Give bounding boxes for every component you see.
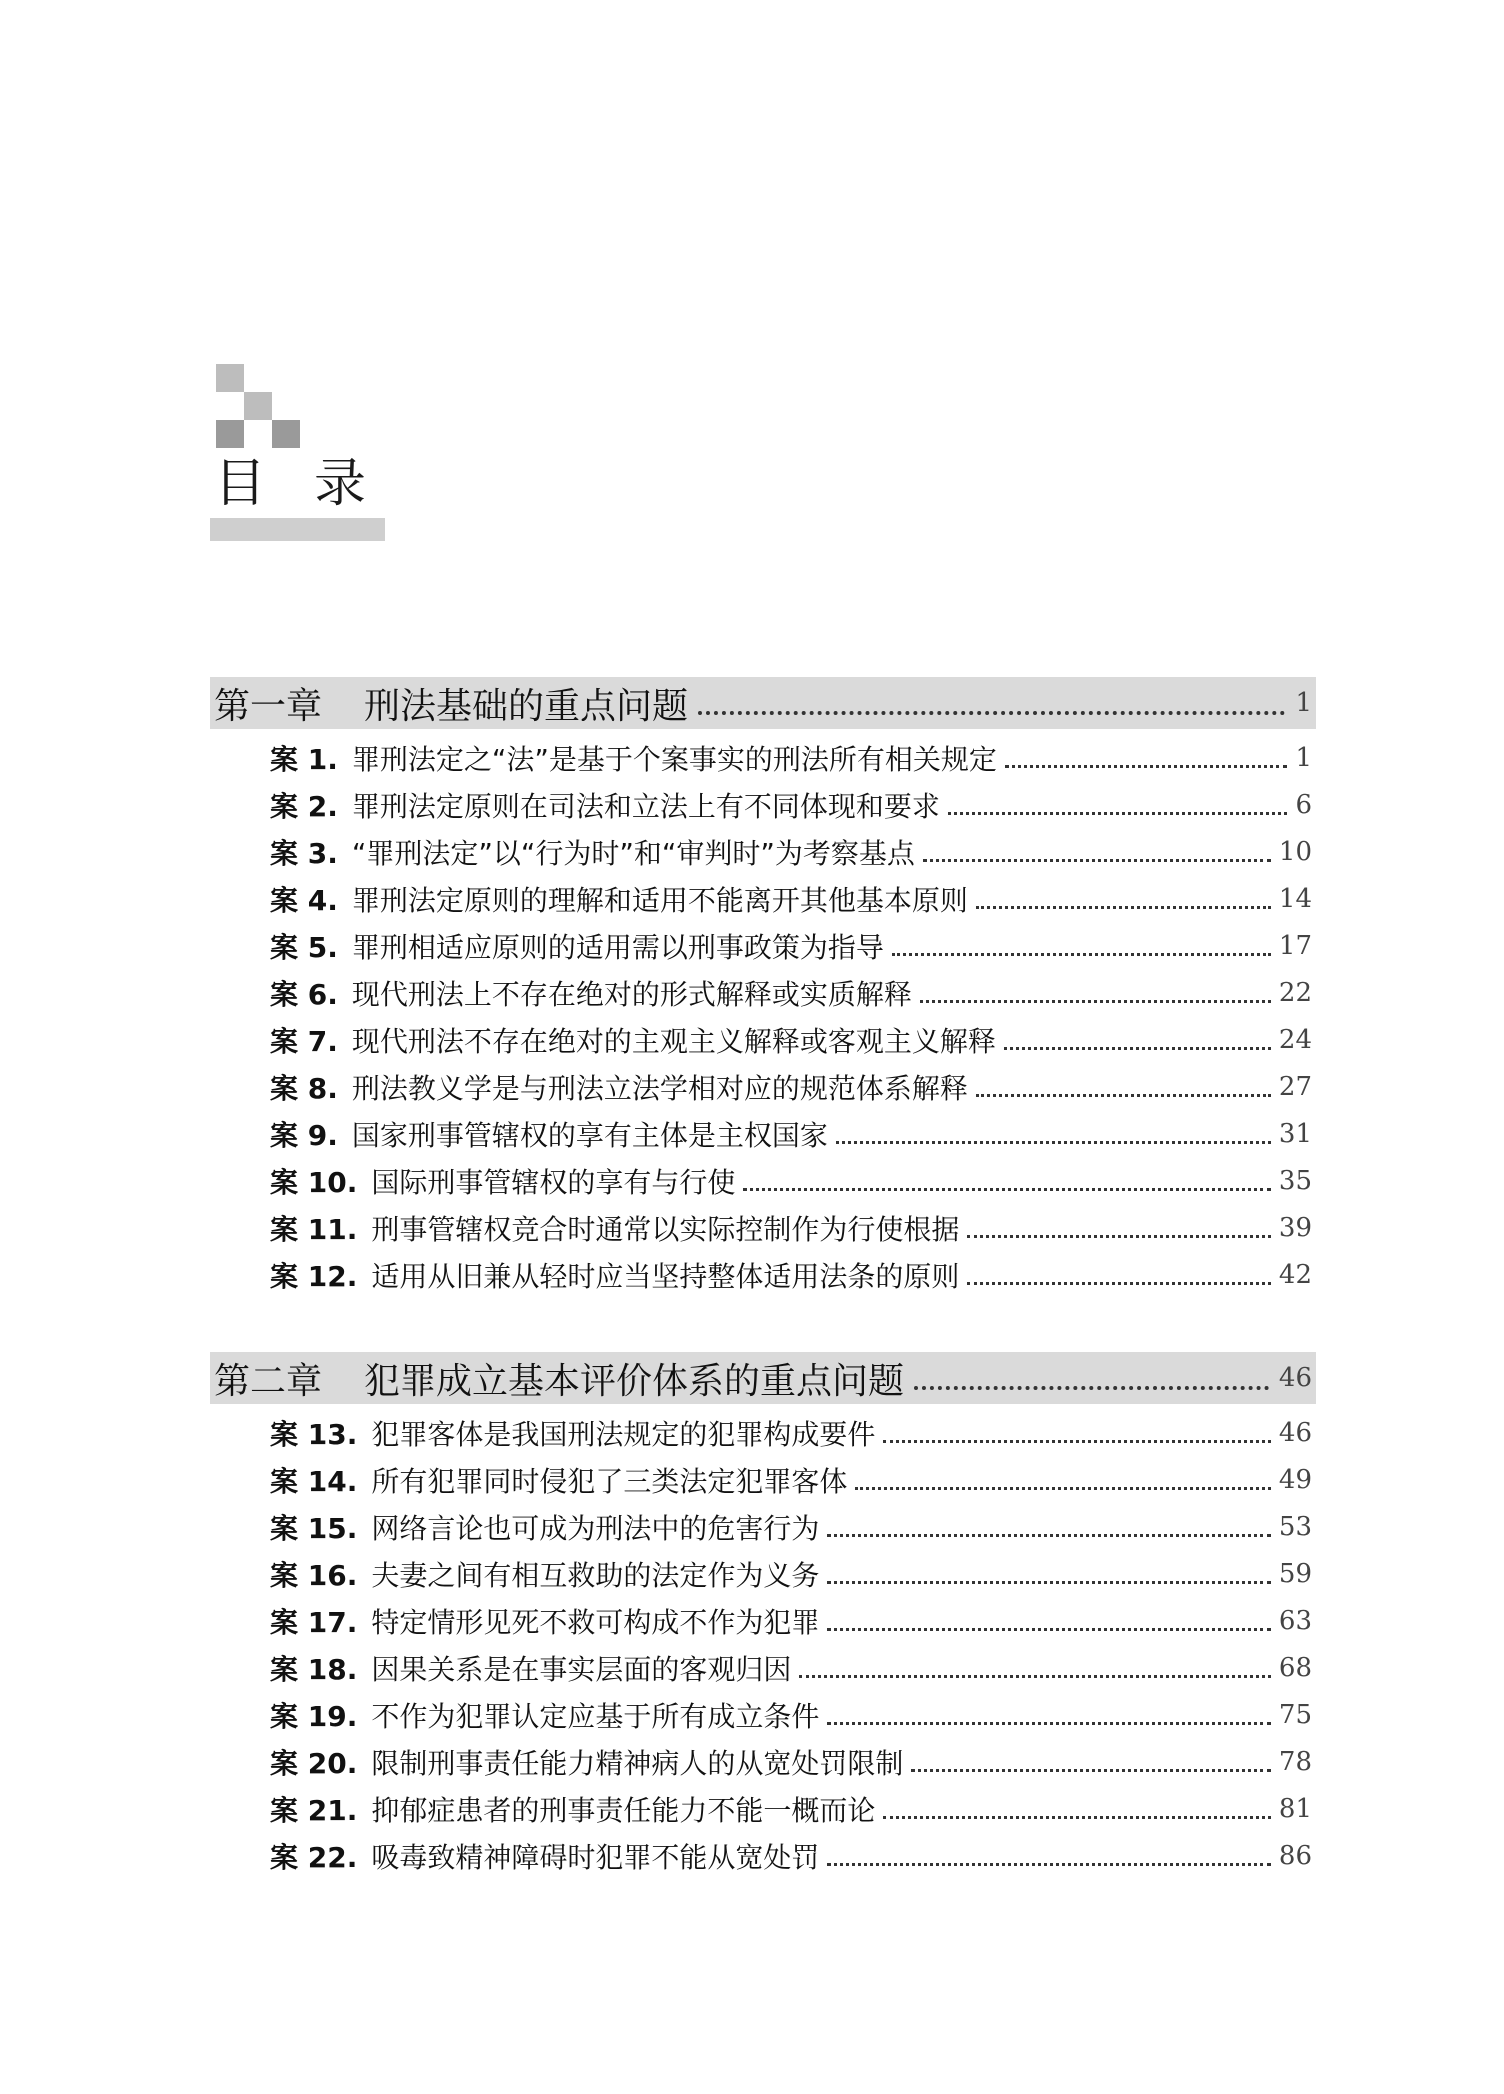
chapter-number: 第一章 [214,685,323,727]
case-page: 78 [1278,1747,1312,1777]
leader-dots [967,1235,1271,1238]
case-title: 限制刑事责任能力精神病人的从宽处罚限制 [371,1747,904,1780]
case-title: 现代刑法上不存在绝对的形式解释或实质解释 [351,978,912,1011]
case-title: 吸毒致精神障碍时犯罪不能从宽处罚 [371,1841,820,1874]
toc-entry[interactable] [270,1457,1316,1503]
toc-entry[interactable] [270,1598,1316,1644]
case-title: 特定情形见死不救可构成不作为犯罪 [371,1606,820,1639]
leader-dots [1005,765,1288,768]
chapter-title: 犯罪成立基本评价体系的重点问题 [364,1360,905,1402]
toc-entry[interactable] [270,1786,1316,1832]
toc-entry[interactable] [270,1692,1316,1738]
case-title: 国际刑事管辖权的享有与行使 [371,1166,736,1199]
toc-entry[interactable] [270,1551,1316,1597]
case-page: 27 [1278,1072,1312,1102]
case-page: 81 [1278,1794,1312,1824]
toc-entry[interactable] [270,876,1316,922]
leader-dots [855,1487,1271,1490]
leader-dots [799,1675,1271,1678]
toc-entry[interactable] [270,1739,1316,1785]
case-number: 案 6. [270,978,338,1011]
leader-dots [883,1440,1271,1443]
leader-dots [923,859,1271,862]
case-page: 22 [1278,978,1312,1008]
leader-dots [976,906,1271,909]
case-page: 17 [1278,931,1312,961]
toc-entry[interactable] [270,1205,1316,1251]
case-number: 案 19. [270,1700,358,1733]
chapter-number: 第二章 [214,1360,323,1402]
toc-title: 目录 [214,454,415,514]
case-title: 犯罪客体是我国刑法规定的犯罪构成要件 [371,1418,876,1451]
leader-dots [892,953,1271,956]
case-number: 案 16. [270,1559,358,1592]
case-page: 63 [1278,1606,1312,1636]
leader-dots [914,1386,1269,1390]
case-number: 案 14. [270,1465,358,1498]
toc-entry[interactable] [270,1111,1316,1157]
case-title: 因果关系是在事实层面的客观归因 [371,1653,792,1686]
case-page: 14 [1278,884,1312,914]
toc-entry[interactable] [270,1833,1316,1879]
case-number: 案 5. [270,931,338,964]
toc-entry[interactable] [270,1504,1316,1550]
case-page: 35 [1278,1166,1312,1196]
toc-logo [216,364,300,448]
case-number: 案 11. [270,1213,358,1246]
title-underline-bar [210,518,385,541]
case-title: 刑事管辖权竞合时通常以实际控制作为行使根据 [371,1213,960,1246]
toc-entry[interactable] [270,923,1316,969]
case-title: 罪刑法定原则的理解和适用不能离开其他基本原则 [351,884,968,917]
case-number: 案 12. [270,1260,358,1293]
case-number: 案 4. [270,884,338,917]
case-page: 24 [1278,1025,1312,1055]
case-title: “罪刑法定”以“行为时”和“审判时”为考察基点 [351,837,915,870]
case-title: 不作为犯罪认定应基于所有成立条件 [371,1700,820,1733]
leader-dots [827,1722,1271,1725]
toc-entry[interactable] [270,1064,1316,1110]
case-number: 案 15. [270,1512,358,1545]
case-title: 夫妻之间有相互救助的法定作为义务 [371,1559,820,1592]
leader-dots [911,1769,1271,1772]
case-title: 罪刑法定之“法”是基于个案事实的刑法所有相关规定 [351,743,997,776]
leader-dots [948,812,1288,815]
case-page: 75 [1278,1700,1312,1730]
leader-dots [836,1141,1271,1144]
case-number: 案 1. [270,743,338,776]
case-title: 罪刑法定原则在司法和立法上有不同体现和要求 [351,790,940,823]
case-page: 49 [1278,1465,1312,1495]
case-title: 刑法教义学是与刑法立法学相对应的规范体系解释 [351,1072,968,1105]
leader-dots [967,1282,1271,1285]
case-number: 案 8. [270,1072,338,1105]
case-number: 案 13. [270,1418,358,1451]
case-number: 案 7. [270,1025,338,1058]
chapter-page: 1 [1295,688,1312,718]
leader-dots [920,1000,1271,1003]
case-page: 42 [1278,1260,1312,1290]
toc-entry[interactable] [270,1645,1316,1691]
leader-dots [827,1863,1271,1866]
chapter-heading-2[interactable] [210,1352,1316,1404]
leader-dots [883,1816,1271,1819]
case-number: 案 3. [270,837,338,870]
case-number: 案 22. [270,1841,358,1874]
leader-dots [743,1188,1271,1191]
case-page: 86 [1278,1841,1312,1871]
case-number: 案 9. [270,1119,338,1152]
case-page: 59 [1278,1559,1312,1589]
case-title: 网络言论也可成为刑法中的危害行为 [371,1512,820,1545]
case-page: 10 [1278,837,1312,867]
case-title: 适用从旧兼从轻时应当坚持整体适用法条的原则 [371,1260,960,1293]
case-number: 案 20. [270,1747,358,1780]
case-page: 6 [1295,790,1312,820]
toc-entry[interactable] [270,1017,1316,1063]
toc-entry[interactable] [270,970,1316,1016]
case-number: 案 10. [270,1166,358,1199]
toc-entry[interactable] [270,735,1316,781]
leader-dots [698,711,1285,715]
leader-dots [976,1094,1271,1097]
case-page: 46 [1278,1418,1312,1448]
case-page: 1 [1295,743,1312,773]
case-title: 罪刑相适应原则的适用需以刑事政策为指导 [351,931,884,964]
toc-entry[interactable] [270,1252,1316,1298]
toc-entry[interactable] [270,782,1316,828]
case-page: 53 [1278,1512,1312,1542]
case-page: 39 [1278,1213,1312,1243]
case-title: 国家刑事管辖权的享有主体是主权国家 [351,1119,828,1152]
case-number: 案 17. [270,1606,358,1639]
toc-entry[interactable] [270,829,1316,875]
case-number: 案 18. [270,1653,358,1686]
case-number: 案 2. [270,790,338,823]
case-title: 抑郁症患者的刑事责任能力不能一概而论 [371,1794,876,1827]
case-page: 68 [1278,1653,1312,1683]
leader-dots [1004,1047,1271,1050]
chapter-heading-1[interactable] [210,677,1316,729]
chapter-page: 46 [1278,1363,1312,1393]
case-title: 所有犯罪同时侵犯了三类法定犯罪客体 [371,1465,848,1498]
leader-dots [827,1534,1271,1537]
case-number: 案 21. [270,1794,358,1827]
case-title: 现代刑法不存在绝对的主观主义解释或客观主义解释 [351,1025,996,1058]
chapter-title: 刑法基础的重点问题 [364,685,689,727]
toc-entry[interactable] [270,1410,1316,1456]
leader-dots [827,1581,1271,1584]
leader-dots [827,1628,1271,1631]
toc-entry[interactable] [270,1158,1316,1204]
case-page: 31 [1278,1119,1312,1149]
